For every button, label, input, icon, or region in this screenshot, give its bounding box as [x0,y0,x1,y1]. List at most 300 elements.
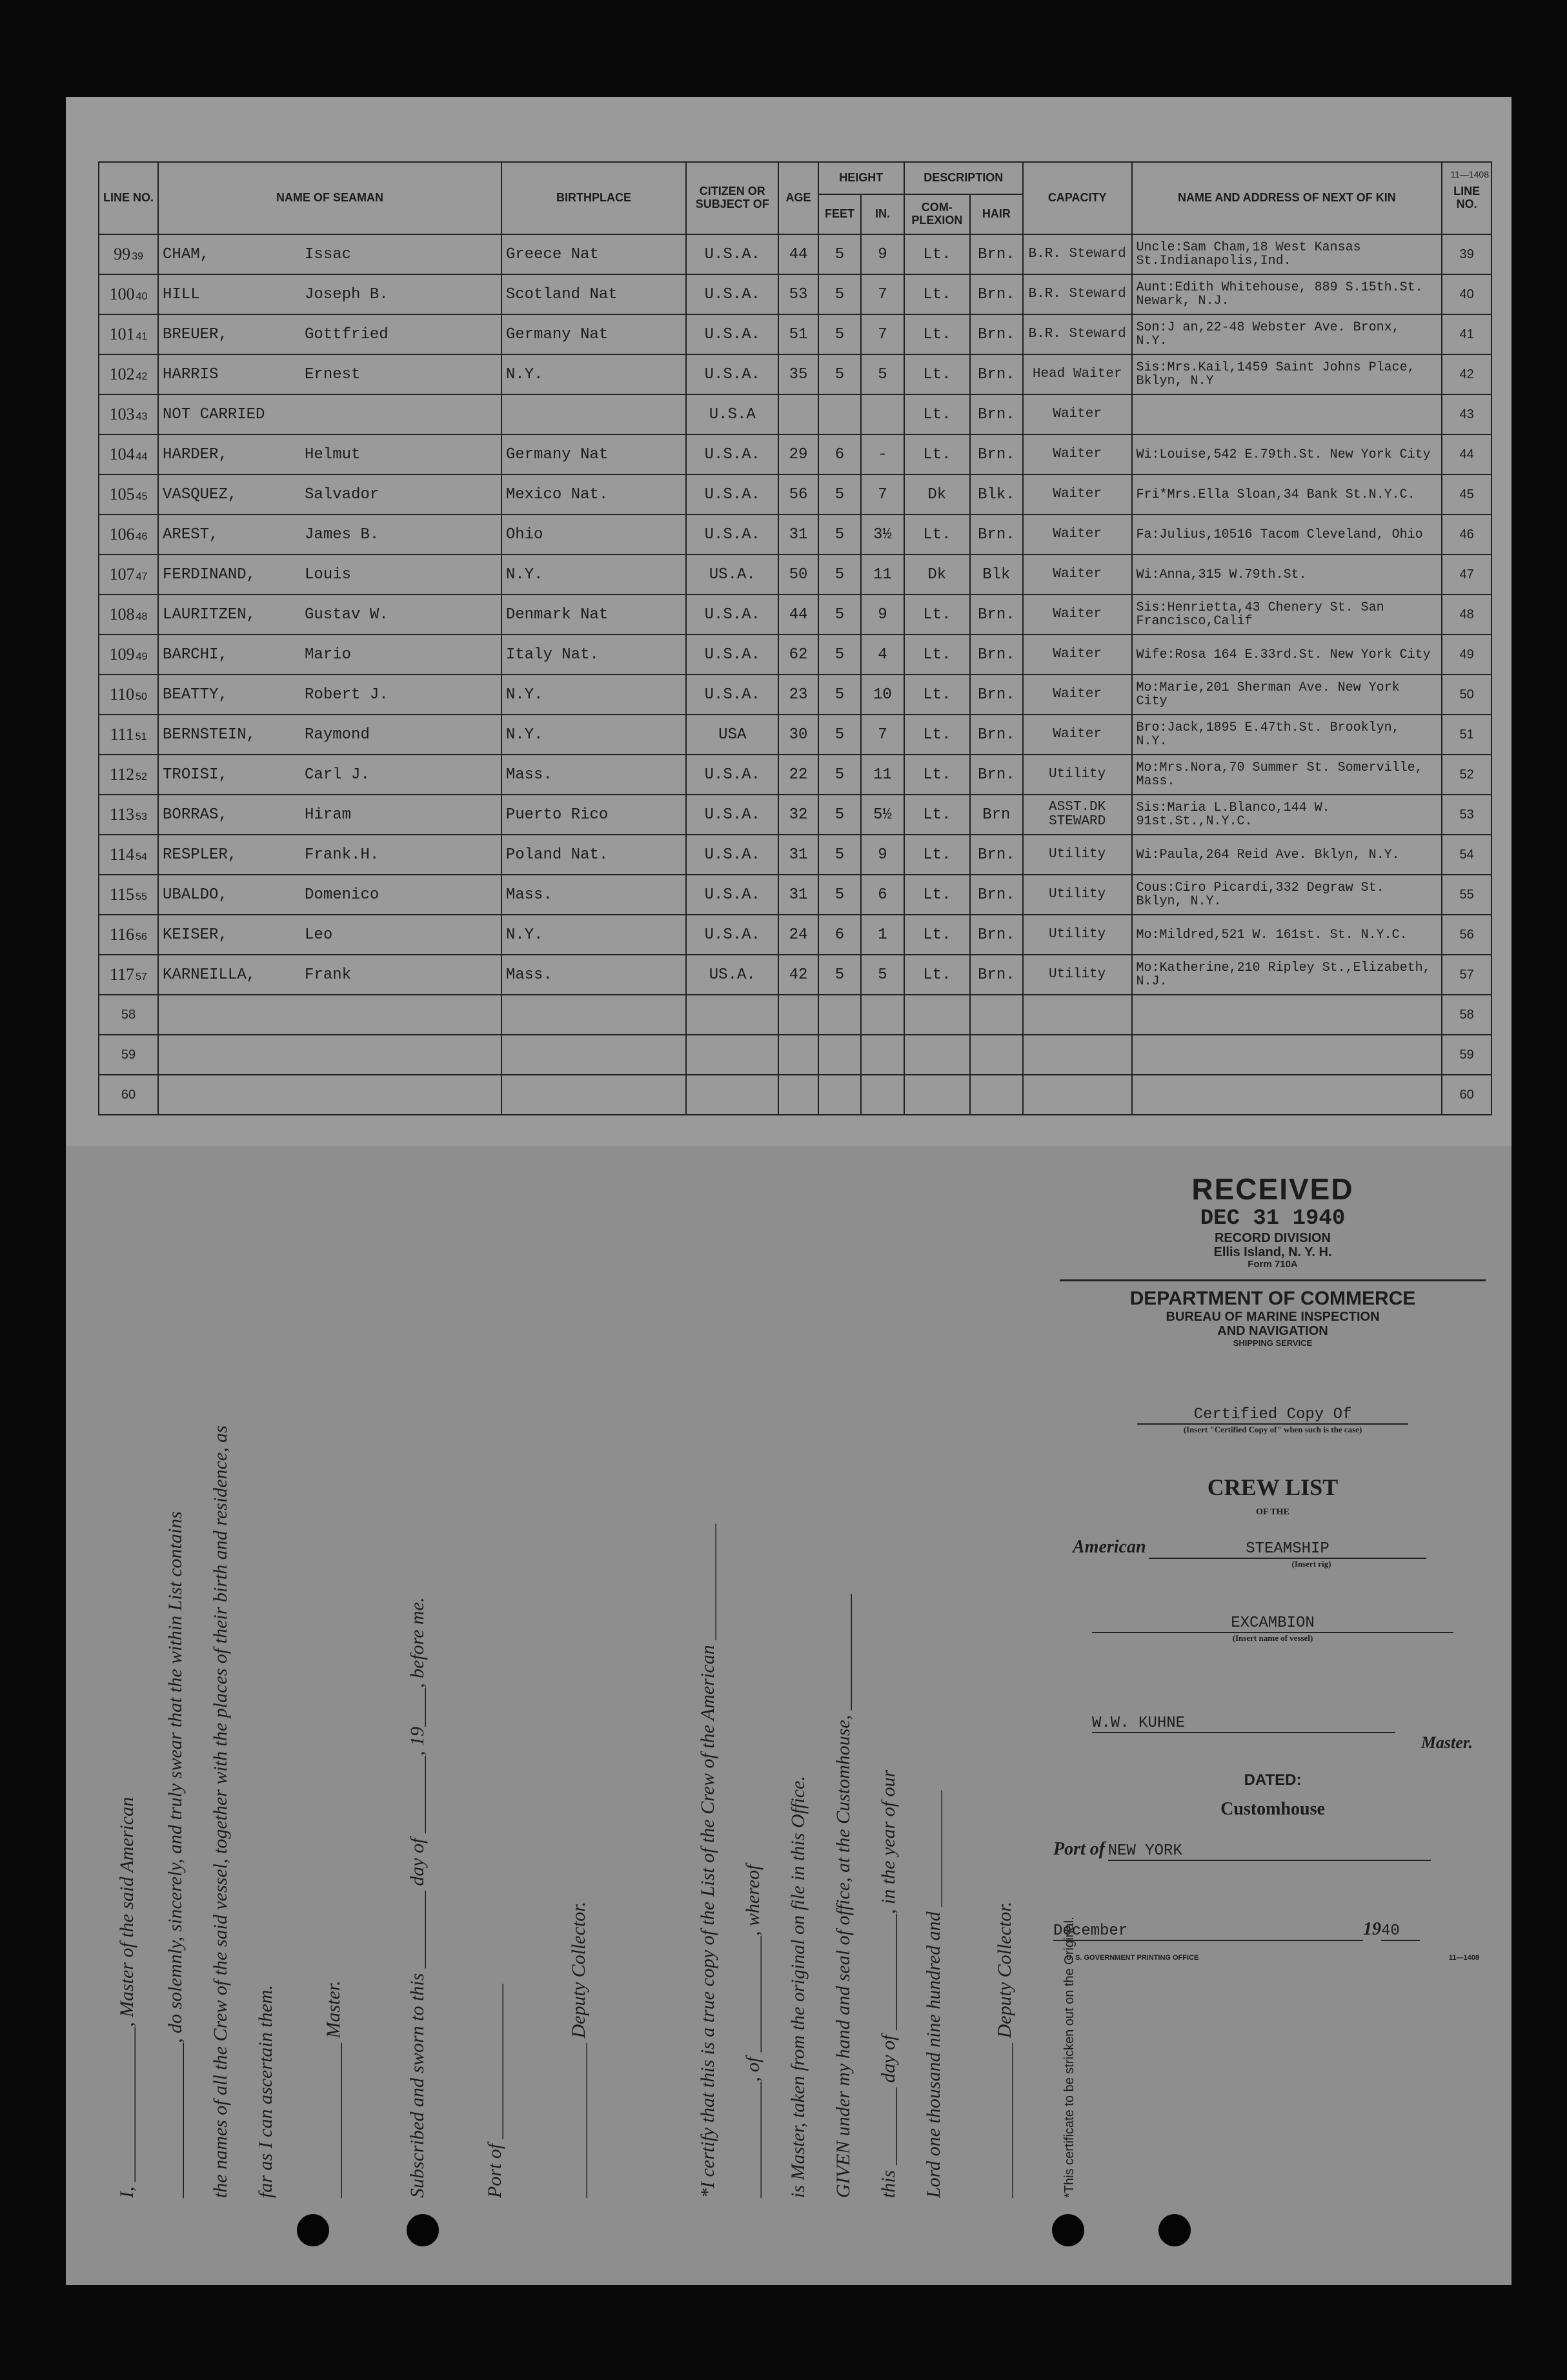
given-name: Carl J. [305,766,370,784]
handwritten-number: 110 [110,685,135,704]
handwritten-number: 102 [109,365,135,383]
cell-line-no-right: 59 [1442,1035,1491,1075]
cell-birthplace: N.Y. [501,915,686,955]
cell-capacity: Utility [1023,915,1132,955]
cell-line-no-right: 47 [1442,554,1491,595]
printed-line-number: 42 [136,371,148,382]
cell-age: 22 [778,755,818,795]
cell-line-no-right: 57 [1442,955,1491,995]
header-line-no-right: LINE NO. [1442,162,1491,234]
bureau-line-1: BUREAU OF MARINE INSPECTION [1166,1309,1380,1324]
cell-citizen: US.A. [686,554,778,595]
printed-line-number: 52 [136,771,147,782]
customhouse-label: Customhouse [1220,1798,1325,1819]
cell-age: 24 [778,915,818,955]
cell-in: 7 [861,314,904,354]
printed-line-number: 39 [132,251,143,262]
cell-complexion: Lt. [904,635,970,675]
cell-feet: 5 [818,234,861,274]
cell-in: 5½ [861,795,904,835]
oath-line-text: ____________, of ____________, whereof [742,1864,763,2198]
handwritten-number: 103 [109,405,135,423]
handwritten-number: 113 [110,805,135,824]
header-hair: HAIR [970,194,1023,234]
cell-kin: Uncle:Sam Cham,18 West Kansas St.Indianapolis,Ind. [1132,234,1442,274]
received-stamp: RECEIVED [1191,1172,1354,1206]
cell-kin: Bro:Jack,1895 E.47th.St. Brooklyn, N.Y. [1132,715,1442,755]
cell-age: 23 [778,675,818,715]
cell-feet [818,1075,861,1115]
cell-in: 10 [861,675,904,715]
cell-line-no [99,514,158,554]
cell-capacity: B.R. Steward [1023,314,1132,354]
header-birthplace: BIRTHPLACE [501,162,686,234]
cell-line-no-right: 54 [1442,835,1491,875]
handwritten-number: 107 [109,565,135,584]
cell-age: 51 [778,314,818,354]
printed-line-number: 53 [136,811,147,822]
cell-citizen: U.S.A. [686,274,778,314]
cell-age [778,394,818,434]
cell-capacity: Waiter [1023,675,1132,715]
surname: KARNEILLA, [163,966,256,984]
cell-line-no [99,795,158,835]
cell-in: 11 [861,755,904,795]
cell-name [158,995,501,1035]
cell-capacity: Utility [1023,835,1132,875]
cell-citizen: U.S.A. [686,234,778,274]
crew-list-title: CREW LIST [1207,1474,1339,1500]
oath-line-text: far as I can ascertain them. [255,1985,276,2198]
cell-capacity: Waiter [1023,514,1132,554]
handwritten-number: 99 [114,245,131,263]
cell-line-no-right: 44 [1442,434,1491,474]
cell-name [158,234,501,274]
printed-line-number: 54 [136,851,147,862]
cell-complexion: Lt. [904,394,970,434]
certificate-section [66,1146,1511,2285]
master-name: W.W. KUHNE [1092,1714,1395,1733]
header-name: NAME OF SEAMAN [158,162,501,234]
cell-line-no: 58 [99,995,158,1035]
oath-line [776,1191,821,2198]
cell-name [158,835,501,875]
form-number: 11—1408 [1450,169,1489,179]
rig-note: (Insert rig) [1291,1558,1331,1569]
printed-line-number: 49 [136,651,148,662]
vessel-name: EXCAMBION [1092,1614,1453,1633]
cell-feet: 6 [818,434,861,474]
cell-line-no [99,635,158,675]
cell-kin: Wi:Anna,315 W.79th.St. [1132,554,1442,595]
surname: AREST, [163,525,219,544]
cell-kin: Fri*Mrs.Ella Sloan,34 Bank St.N.Y.C. [1132,474,1442,514]
cell-hair: Brn. [970,675,1023,715]
cell-capacity: Head Waiter [1023,354,1132,394]
cell-line-no [99,755,158,795]
cell-complexion: Dk [904,474,970,514]
cell-line-no: 60 [99,1075,158,1115]
cell-line-no-right: 40 [1442,274,1491,314]
cell-birthplace [501,995,686,1035]
cell-age: 31 [778,835,818,875]
handwritten-number: 114 [110,845,135,864]
cell-line-no [99,875,158,915]
cell-line-no [99,595,158,635]
cell-line-no [99,915,158,955]
cell-hair: Brn. [970,514,1023,554]
cell-hair: Brn. [970,354,1023,394]
binding-hole [407,2214,439,2246]
cell-hair: Blk [970,554,1023,595]
cell-capacity: Waiter [1023,635,1132,675]
cell-feet: 5 [818,554,861,595]
port-value: NEW YORK [1108,1842,1431,1861]
cell-in [861,394,904,434]
handwritten-number: 104 [109,445,135,463]
cell-feet: 5 [818,274,861,314]
oath-line-text: ________________ Deputy Collector. [994,1901,1015,2198]
cell-name [158,394,501,434]
handwritten-number: 108 [109,605,135,624]
cell-capacity: Waiter [1023,715,1132,755]
cell-complexion: Lt. [904,434,970,474]
header-feet: FEET [818,194,861,234]
table-row [99,1075,1491,1115]
printed-line-number: 56 [136,931,147,942]
cell-name [158,354,501,394]
cell-feet: 5 [818,715,861,755]
port-label: Port of [1053,1838,1106,1859]
header-complexion: COM-PLEXION [904,194,970,234]
cell-citizen: U.S.A. [686,675,778,715]
printed-line-number: 48 [136,611,148,622]
month-value: December [1053,1922,1363,1941]
printed-line-number: 46 [136,531,148,542]
cell-citizen: USA [686,715,778,755]
cell-kin: Sis:Maria L.Blanco,144 W. 91st.St.,N.Y.C. [1132,795,1442,835]
cell-capacity: Waiter [1023,474,1132,514]
cell-complexion: Lt. [904,234,970,274]
given-name: Frank.H. [305,846,379,864]
cell-in: 4 [861,635,904,675]
printed-line-number: 41 [136,331,148,342]
cell-kin [1132,995,1442,1035]
cell-name [158,1075,501,1115]
oath-line-text: I, ________________, Master of the said American [116,1796,137,2198]
certified-copy: Certified Copy Of [1137,1406,1408,1425]
cell-birthplace: Italy Nat. [501,635,686,675]
cell-birthplace: Mass. [501,955,686,995]
surname: BEATTY, [163,686,228,704]
cell-in: 7 [861,474,904,514]
cell-birthplace [501,1035,686,1075]
handwritten-number: 112 [110,765,135,784]
cell-line-no [99,274,158,314]
given-name: Gottfried [305,325,389,343]
cell-in: 9 [861,835,904,875]
surname: BERNSTEIN, [163,726,256,744]
cell-age: 44 [778,595,818,635]
cell-in: 1 [861,915,904,955]
table-row [99,955,1491,995]
cell-name [158,915,501,955]
cell-line-no-right: 56 [1442,915,1491,955]
cell-in: 6 [861,875,904,915]
cell-kin: Mo:Mildred,521 W. 161st. St. N.Y.C. [1132,915,1442,955]
table-row [99,915,1491,955]
cell-in: 9 [861,234,904,274]
cell-in: 3½ [861,514,904,554]
given-name: Ernest [305,365,361,383]
table-row [99,234,1491,274]
cell-in: 5 [861,955,904,995]
cell-line-no-right: 52 [1442,755,1491,795]
given-name: Joseph B. [305,285,389,303]
given-name: James B. [305,525,379,544]
cell-birthplace: Mass. [501,755,686,795]
oath-line-text: ________________ Master. [323,1980,344,2198]
rig-value: STEAMSHIP [1149,1540,1426,1559]
cell-in: 5 [861,354,904,394]
cell-birthplace: Ohio [501,514,686,554]
cell-kin: Sis:Mrs.Kail,1459 Saint Johns Place, Bklyn, N.Y [1132,354,1442,394]
record-division: RECORD DIVISION [1214,1231,1331,1245]
handwritten-number: 101 [109,325,135,343]
cell-in: 7 [861,274,904,314]
cell-complexion: Lt. [904,715,970,755]
cell-name [158,875,501,915]
cell-line-no-right: 46 [1442,514,1491,554]
cell-line-no [99,835,158,875]
cell-line-no [99,675,158,715]
cell-hair: Brn. [970,875,1023,915]
cell-kin: Aunt:Edith Whitehouse, 889 S.15th.St. Newark, N.J. [1132,274,1442,314]
cell-line-no [99,234,158,274]
crew-table [98,161,1492,1115]
header-line-no: LINE NO. [99,162,158,234]
table-row [99,394,1491,434]
cell-capacity: Waiter [1023,434,1132,474]
table-row [99,274,1491,314]
cell-line-no [99,314,158,354]
cell-capacity: Utility [1023,755,1132,795]
given-name: Raymond [305,726,370,744]
cell-name [158,715,501,755]
cell-complexion: Lt. [904,675,970,715]
header-capacity: CAPACITY [1023,162,1132,234]
oath-line [685,1191,731,2198]
cell-age: 50 [778,554,818,595]
cell-complexion: Lt. [904,955,970,995]
surname: HARRIS [163,365,219,383]
header-citizen: CITIZEN OR SUBJECT OF [686,162,778,234]
dept-commerce: DEPARTMENT OF COMMERCE [1129,1287,1416,1309]
cell-birthplace: N.Y. [501,675,686,715]
year-prefix: 19 [1363,1918,1381,1939]
cell-complexion: Lt. [904,755,970,795]
given-name: Mario [305,646,352,664]
handwritten-number: 117 [110,965,135,984]
surname: TROISI, [163,766,228,784]
table-row [99,795,1491,835]
cell-in [861,1035,904,1075]
cell-age: 35 [778,354,818,394]
cell-complexion [904,995,970,1035]
cell-hair: Brn. [970,955,1023,995]
cell-complexion: Lt. [904,514,970,554]
cell-age: 32 [778,795,818,835]
cell-age: 62 [778,635,818,675]
cell-kin [1132,394,1442,434]
gpo-label: U. S. GOVERNMENT PRINTING OFFICE [1066,1953,1199,1962]
cell-line-no [99,394,158,434]
cell-hair: Brn. [970,755,1023,795]
given-name: Salvador [305,485,379,503]
given-name: Hiram [305,806,352,824]
oath-line-text: is Master, taken from the original on file in this Office. [787,1776,809,2198]
cell-name [158,474,501,514]
cell-kin: Wife:Rosa 164 E.33rd.St. New York City [1132,635,1442,675]
table-row [99,474,1491,514]
vessel-note: (Insert name of vessel) [1232,1632,1313,1643]
cell-feet: 5 [818,835,861,875]
cell-feet: 5 [818,474,861,514]
oath-line [395,1191,440,2198]
cell-line-no-right: 43 [1442,394,1491,434]
cell-hair: Brn. [970,635,1023,675]
cell-citizen: U.S.A [686,394,778,434]
cell-line-no-right: 53 [1442,795,1491,835]
shipping-service: SHIPPING SERVICE [1233,1337,1313,1348]
cell-citizen: U.S.A. [686,434,778,474]
american-label: American [1073,1536,1146,1557]
cell-name [158,755,501,795]
handwritten-number: 105 [109,485,135,503]
oath-line [105,1191,150,2198]
oath-line-text: this ________ day of ____________, in the year of our [878,1769,899,2198]
cell-age: 31 [778,875,818,915]
handwritten-number: 115 [110,885,135,904]
table-row [99,715,1491,755]
oath-line [153,1191,198,2198]
cell-kin: Cous:Ciro Picardi,332 Degraw St. Bklyn, N.Y. [1132,875,1442,915]
cell-birthplace: N.Y. [501,715,686,755]
cell-citizen: US.A. [686,955,778,995]
cell-capacity [1023,1035,1132,1075]
given-name: Gustav W. [305,605,389,624]
received-date: DEC 31 1940 [1200,1206,1346,1231]
cell-citizen: U.S.A. [686,755,778,795]
cell-age: 44 [778,234,818,274]
table-row [99,875,1491,915]
surname: RESPLER, [163,846,238,864]
surname: LAURITZEN, [163,605,256,624]
cell-complexion: Lt. [904,595,970,635]
oath-line-text: ________________ Deputy Collector. [568,1901,589,2198]
cell-line-no [99,354,158,394]
cell-feet: 5 [818,635,861,675]
given-name: Helmut [305,445,361,463]
cell-kin: Mo:Katherine,210 Ripley St.,Elizabeth, N.J. [1132,955,1442,995]
cell-capacity: Utility [1023,875,1132,915]
cell-age: 31 [778,514,818,554]
printed-line-number: 50 [136,691,147,702]
oath-line [472,1191,518,2198]
cell-capacity: ASST.DK STEWARD [1023,795,1132,835]
cell-citizen [686,1075,778,1115]
printed-line-number: 57 [136,971,147,982]
printed-line-number: 47 [136,571,148,582]
oath-line-text: the names of all the Crew of the said vessel, together with the places of their birth and residence, as [210,1425,231,2198]
cell-birthplace: Germany Nat [501,314,686,354]
cell-hair [970,1035,1023,1075]
cell-birthplace: N.Y. [501,354,686,394]
cell-hair: Brn. [970,394,1023,434]
handwritten-number: 116 [110,925,135,944]
bureau-line-2: AND NAVIGATION [1217,1323,1328,1338]
cell-citizen: U.S.A. [686,915,778,955]
header-age: AGE [778,162,818,234]
header-description: DESCRIPTION [904,162,1023,194]
surname: VASQUEZ, [163,485,238,503]
cell-in: 11 [861,554,904,595]
cell-age: 56 [778,474,818,514]
table-row [99,434,1491,474]
cell-name [158,595,501,635]
stamp-form: Form 710A [1248,1259,1298,1270]
oath-line-text: GIVEN under my hand and seal of office, at the Customhouse, ____________ [833,1594,854,2198]
cell-feet: 5 [818,955,861,995]
cell-line-no [99,715,158,755]
cell-citizen: U.S.A. [686,835,778,875]
cell-line-no-right: 48 [1442,595,1491,635]
cell-name [158,795,501,835]
cell-kin: Wi:Paula,264 Reid Ave. Bklyn, N.Y. [1132,835,1442,875]
oath-line-text: Lord one thousand nine hundred and ____________ [923,1790,944,2198]
crew-list-cover [1047,1172,1499,1962]
oath-line [866,1191,911,2198]
oath-line [982,1191,1027,2198]
printed-line-number: 40 [136,291,148,302]
surname: HARDER, [163,445,228,463]
given-name: Domenico [305,886,379,904]
cell-hair [970,995,1023,1035]
oath-line [311,1191,356,2198]
cell-capacity: Utility [1023,955,1132,995]
cell-complexion: Lt. [904,835,970,875]
surname: CHAM, [163,245,210,263]
cell-in: - [861,434,904,474]
cell-feet [818,995,861,1035]
cell-feet: 5 [818,514,861,554]
cell-name [158,274,501,314]
cell-birthplace: Germany Nat [501,434,686,474]
cell-citizen: U.S.A. [686,875,778,915]
cell-complexion [904,1035,970,1075]
cell-line-no-right: 42 [1442,354,1491,394]
table-row [99,835,1491,875]
cell-complexion: Lt. [904,915,970,955]
year-value: 40 [1381,1922,1420,1941]
cell-hair: Brn. [970,434,1023,474]
cell-complexion: Dk [904,554,970,595]
cell-age: 53 [778,274,818,314]
printed-line-number: 55 [136,891,147,902]
binding-hole [1052,2214,1084,2246]
cell-hair: Brn. [970,595,1023,635]
printed-line-number: 43 [136,411,148,422]
